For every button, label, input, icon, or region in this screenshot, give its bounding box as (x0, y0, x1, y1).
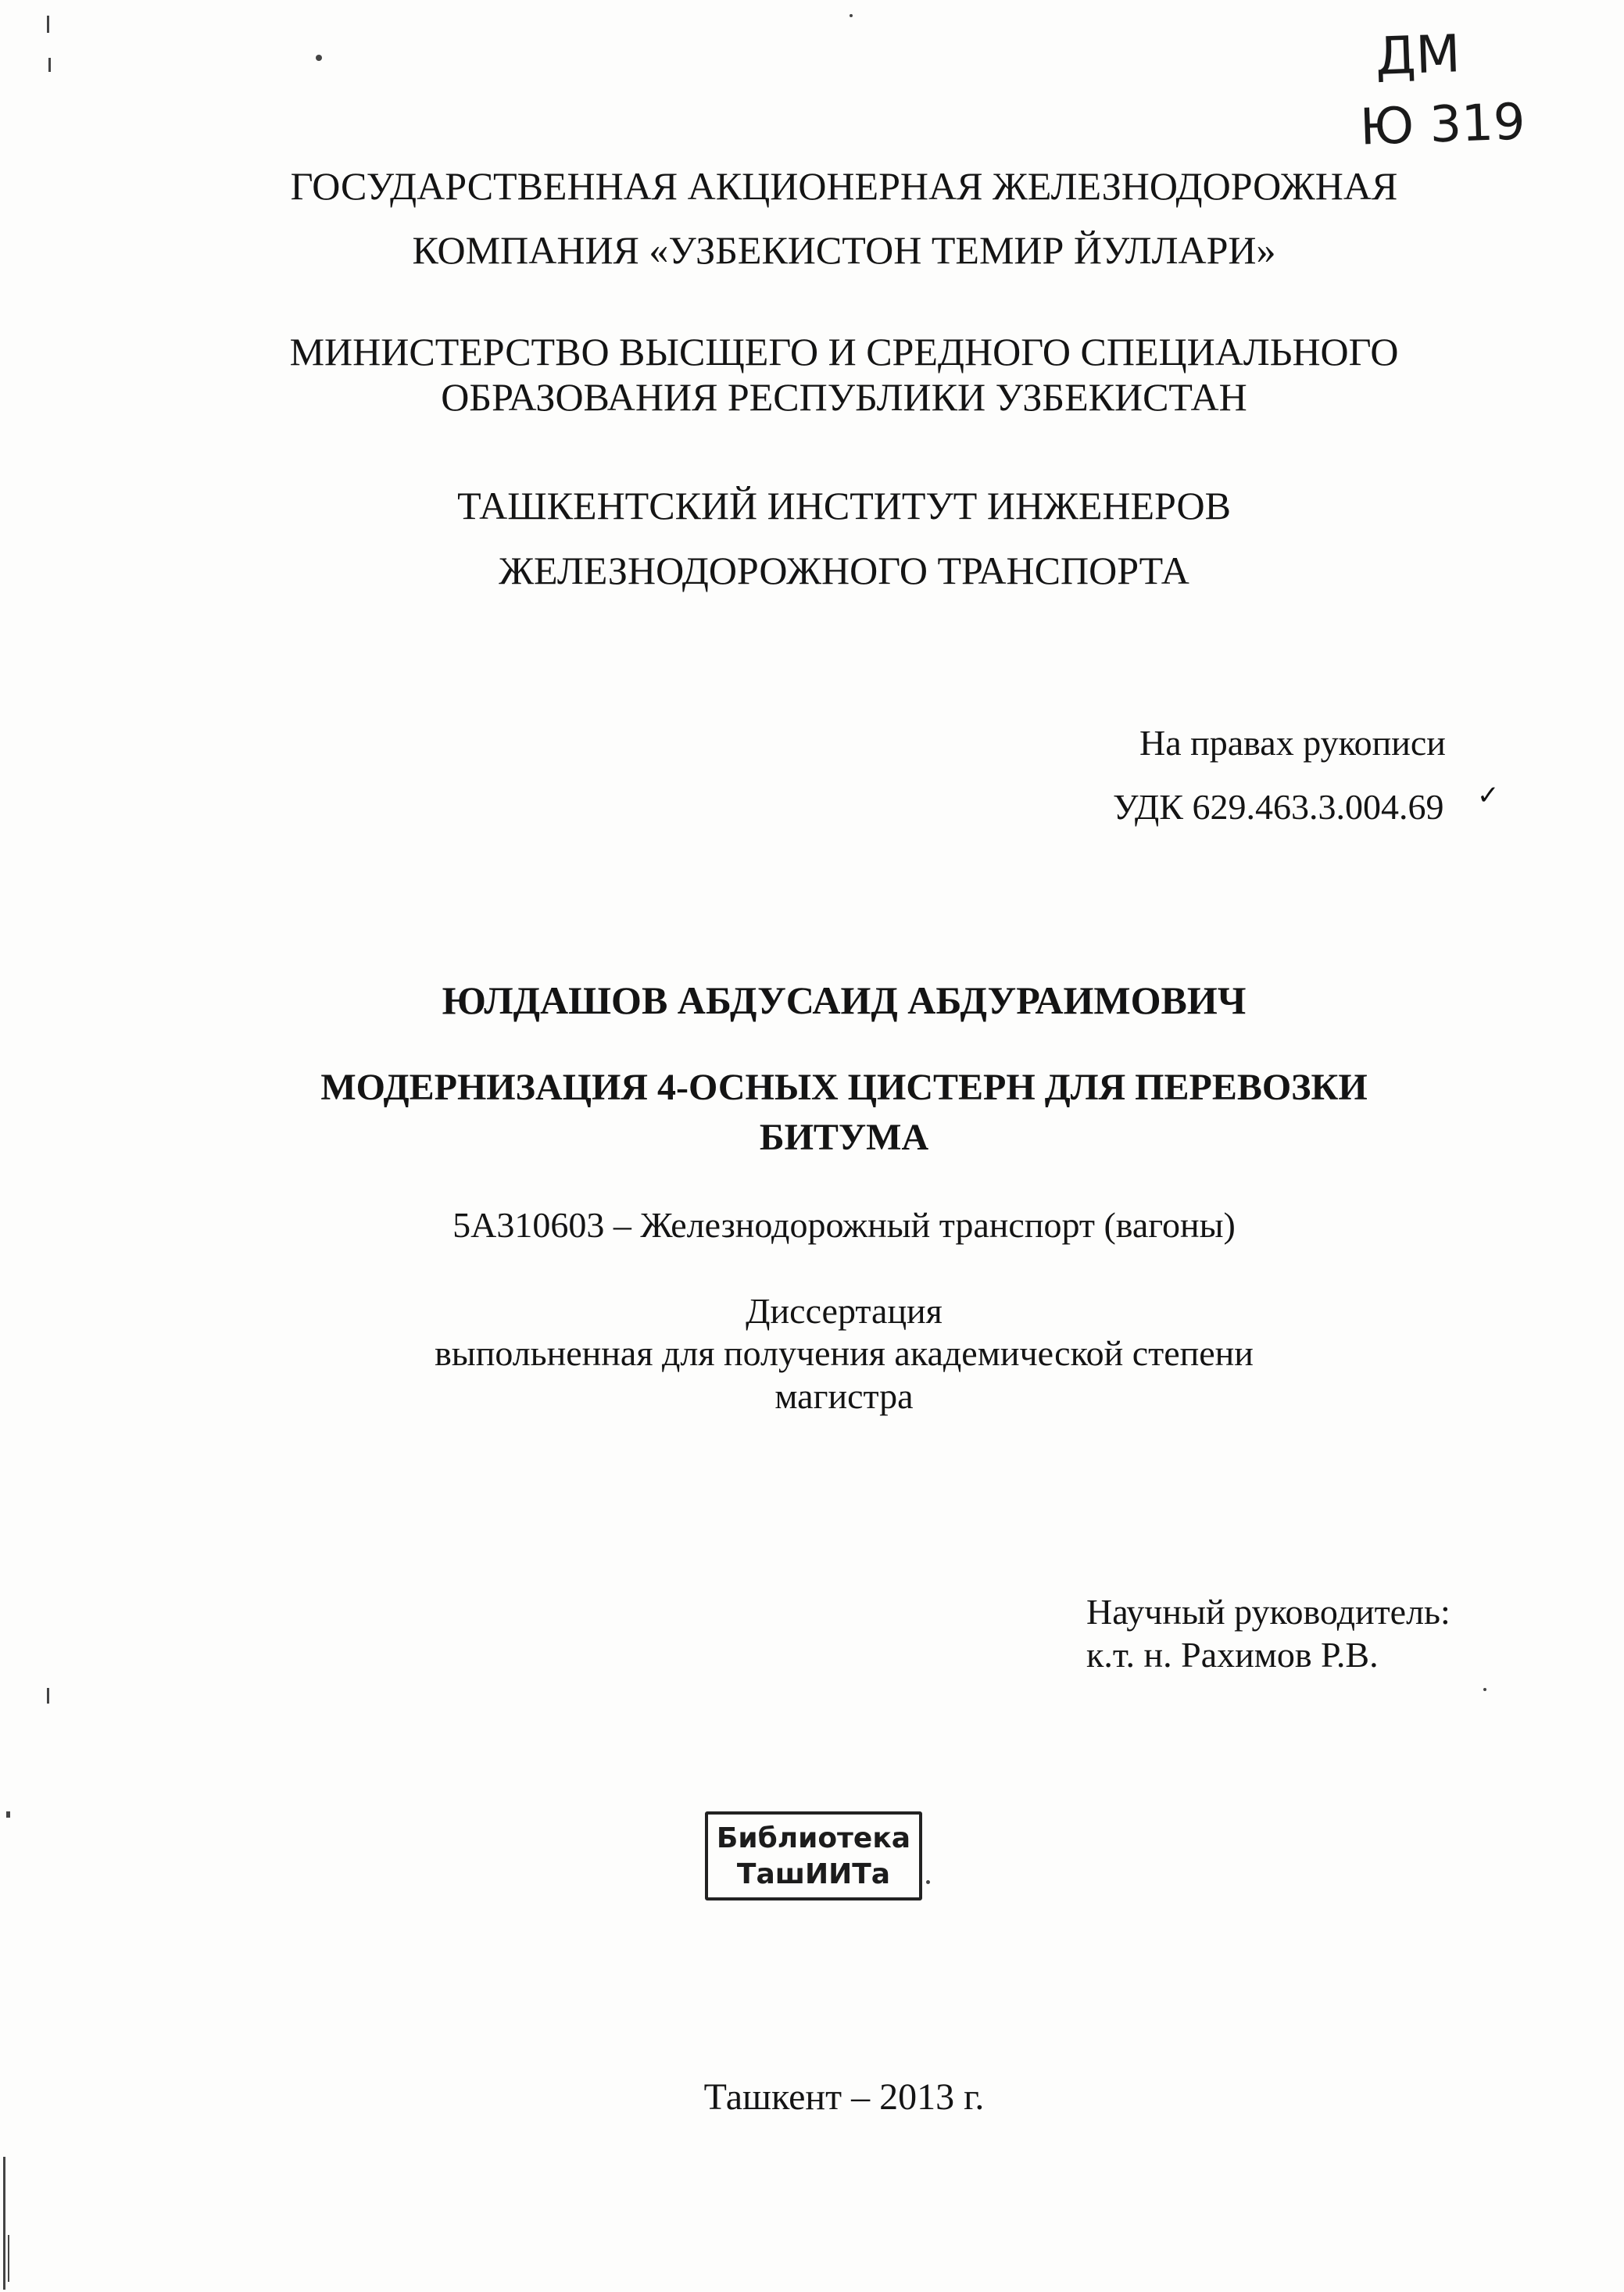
author-name: ЮЛДАШОВ АБДУСАИД АБДУРАИМОВИЧ (442, 978, 1247, 1022)
scan-speck (926, 1880, 930, 1884)
supervisor-name: к.т. н. Рахимов Р.В. (1086, 1635, 1379, 1675)
thesis-title-line1: МОДЕРНИЗАЦИЯ 4-ОСНЫХ ЦИСТЕРН ДЛЯ ПЕРЕВОЗКИ (320, 1067, 1368, 1108)
scan-edge-mark (3, 2157, 5, 2290)
scan-speck (316, 55, 322, 61)
handwritten-code-line2: Ю 319 (1358, 93, 1526, 157)
handwritten-code-line1: ДМ (1374, 23, 1461, 87)
udc-code: УДК 629.463.3.004.69 (1113, 787, 1444, 827)
stamp-line1: Библиотека (716, 1822, 911, 1854)
scan-edge-mark (8, 2235, 9, 2282)
specialty-code: 5А310603 – Железнодорожный транспорт (вагоны) (453, 1205, 1236, 1245)
institute-title-line1: ТАШКЕНТСКИЙ ИНСТИТУТ ИНЖЕНЕРОВ (457, 484, 1231, 527)
scan-speck (47, 16, 49, 33)
dissertation-label: Диссертация (746, 1291, 943, 1331)
library-stamp (705, 1811, 922, 1900)
ministry-title-line1: МИНИСТЕРСТВО ВЫСЩЕГО И СРЕДНОГО СПЕЦИАЛЬНОГО (289, 330, 1399, 374)
thesis-title-line2: БИТУМА (759, 1117, 929, 1158)
company-title-line2: КОМПАНИЯ «УЗБЕКИСТОН ТЕМИР ЙУЛЛАРИ» (412, 228, 1276, 272)
institute-title-line2: ЖЕЛЕЗНОДОРОЖНОГО ТРАНСПОРТА (499, 549, 1189, 592)
city-year: Ташкент – 2013 г. (703, 2076, 985, 2118)
dissertation-purpose: выпольненная для получения академической степени (435, 1333, 1254, 1373)
company-title-line1: ГОСУДАРСТВЕННАЯ АКЦИОНЕРНАЯ ЖЕЛЕЗНОДОРОЖНАЯ (290, 164, 1398, 208)
scan-speck (48, 58, 51, 72)
dissertation-degree: магистра (774, 1376, 914, 1416)
supervisor-label: Научный руководитель: (1086, 1592, 1451, 1632)
scan-speck (47, 1688, 49, 1704)
scan-speck (850, 14, 853, 17)
scan-speck (6, 1811, 10, 1818)
ministry-title-line2: ОБРАЗОВАНИЯ РЕСПУБЛИКИ УЗБЕКИСТАН (441, 375, 1247, 419)
manuscript-rights: На правах рукописи (1139, 723, 1446, 763)
stamp-line2: ТашИИТа (736, 1858, 891, 1890)
check-mark-icon: ✓ (1477, 780, 1500, 811)
scan-speck (1483, 1688, 1486, 1691)
